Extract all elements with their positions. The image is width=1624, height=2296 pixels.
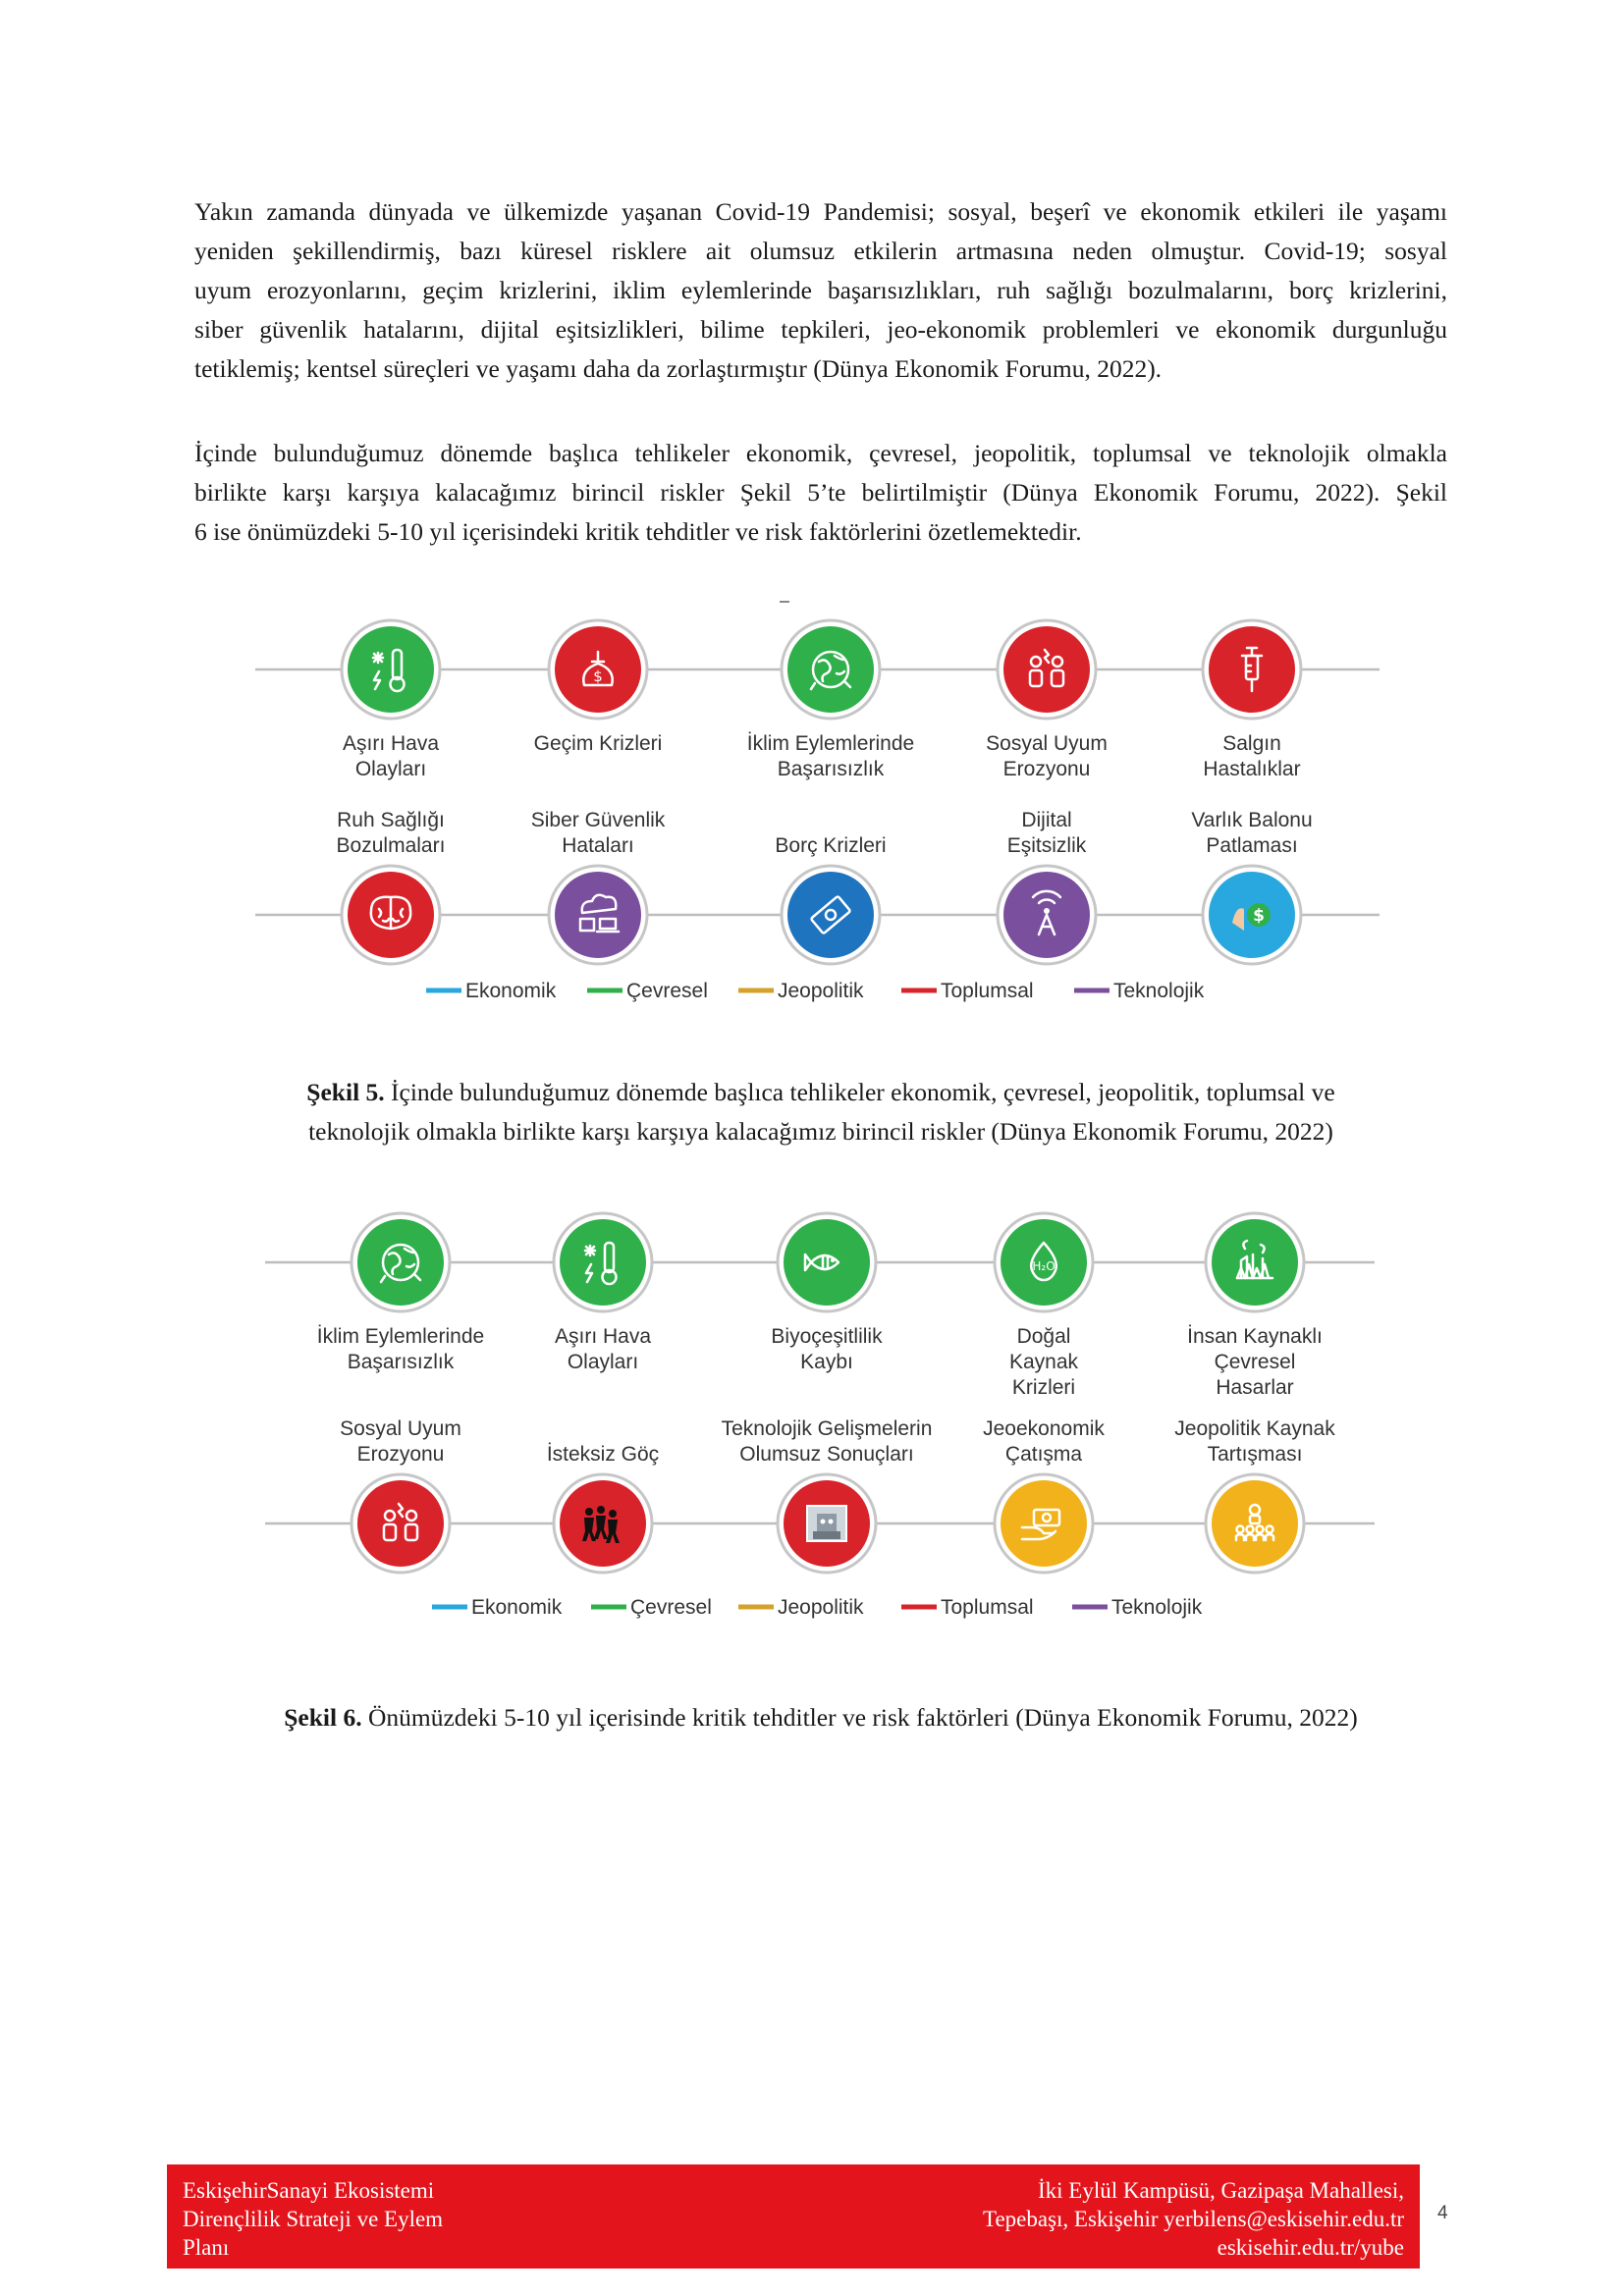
paragraph-2-line: İçinde bulunduğumuz dönemde başlıca tehlikeler ekonomik, çevresel, jeopolitik, toplumsal ve teknolojik olmakla (194, 439, 1447, 467)
risk-label: Aşırı Hava (342, 732, 440, 755)
risk-item (531, 809, 666, 964)
paragraph-2-line: 6 ise önümüzdeki 5-10 yıl içerisindeki kritik tehditler ve risk faktörlerini özetlemektedir. (194, 517, 1082, 546)
paragraph-2 (194, 434, 1447, 552)
risk-label: Eşitsizlik (1006, 834, 1087, 857)
risk-label: İklim Eylemlerinde (746, 732, 915, 755)
paragraph-1-line: uyum erozyonlarını, geçim krizlerini, iklim eylemlerinde başarısızlıkları, ruh sağlığı bozulmalarını, borç krizlerini, (194, 276, 1447, 304)
footer-website: eskisehir.edu.tr/yube (1217, 2235, 1404, 2260)
risk-label: Doğal (1016, 1325, 1071, 1348)
paragraph-1-line: Yakın zamanda dünyada ve ülkemizde yaşanan Covid-19 Pandemisi; sosyal, beşerî ve ekonomik etkileri ile yaşamı (194, 197, 1447, 226)
risk-label: Ruh Sağlığı (337, 809, 445, 831)
paragraph-1-line: yeniden şekillendirmiş, bazı küresel risklere ait olumsuz etkilerin artmasına neden olmuştur. Covid-19; sosyal (194, 237, 1447, 265)
legend-label: Ekonomik (465, 980, 557, 1002)
risk-item (547, 1443, 659, 1573)
risk-label: Çevresel (1214, 1351, 1296, 1373)
risk-label: Varlık Balonu (1191, 809, 1313, 831)
risk-circle (348, 626, 434, 713)
risk-label: İklim Eylemlerinde (316, 1325, 485, 1348)
risk-item (747, 620, 914, 780)
figure-6-caption-text: Önümüzdeki 5-10 yıl içerisinde kritik tehditler ve risk faktörleri (Dünya Ekonomik Forumu, 2022) (361, 1703, 1358, 1732)
risk-label: Biyoçeşitlilik (771, 1325, 883, 1348)
legend-label: Çevresel (626, 980, 708, 1002)
risk-item (337, 809, 446, 964)
paragraph-1-line: siber güvenlik hatalarını, dijital eşitsizlikleri, bilime tepkileri, jeo-ekonomik problemleri ve ekonomik durgunluğu (194, 315, 1447, 344)
figure-6-caption-label: Şekil 6. (284, 1703, 362, 1732)
risk-label: Teknolojik Gelişmelerin (721, 1417, 933, 1440)
risk-item (775, 834, 886, 964)
risk-label: Erozyonu (1002, 758, 1091, 780)
risk-label: Jeoekonomik (983, 1417, 1105, 1440)
risk-circle (787, 872, 874, 958)
risk-item (317, 1213, 484, 1373)
risk-label: Tartışması (1207, 1443, 1303, 1466)
footer-left-line: Dirençlilik Strateji ve Eylem (183, 2207, 444, 2231)
risk-label: Olayları (354, 758, 427, 780)
risk-label: Başarısızlık (777, 758, 885, 780)
risk-circle (1003, 626, 1090, 713)
risk-label: Erozyonu (356, 1443, 445, 1466)
risk-label: Sosyal Uyum (986, 732, 1108, 755)
page-number: 4 (1437, 2203, 1448, 2223)
risk-label: İsteksiz Göç (546, 1443, 660, 1466)
risk-label: Hasarlar (1216, 1376, 1294, 1399)
risk-item (1203, 620, 1301, 780)
risk-circle (357, 1480, 444, 1567)
legend-label: Toplumsal (941, 1596, 1034, 1619)
risk-item (722, 1417, 933, 1573)
footer-email: Tepebaşı, Eskişehir yerbilens@eskisehir.edu.tr (983, 2207, 1404, 2231)
risk-item (554, 1213, 652, 1373)
legend (426, 980, 1205, 1002)
risk-label: Hataları (562, 834, 634, 857)
figure-5-caption-text: teknolojik olmakla birlikte karşı karşıya kalacağımız birincil riskler (Dünya Ekonomik Forumu, 2022) (308, 1117, 1333, 1146)
risk-label: Kaybı (800, 1351, 853, 1373)
legend-label: Jeopolitik (778, 980, 864, 1002)
risk-circle (560, 1219, 646, 1306)
risk-circle (1212, 1219, 1298, 1306)
risk-label: Bozulmaları (336, 834, 446, 857)
risk-circle (1209, 626, 1295, 713)
paragraph-1 (194, 192, 1447, 389)
risk-label: Olumsuz Sonuçları (739, 1443, 914, 1466)
footer-left (183, 2176, 443, 2262)
paragraph-2-line: birlikte karşı karşıya kalacağımız birincil riskler Şekil 5’te belirtilmiştir (Dünya Ekonomik Forumu, 2022). Şekil (194, 478, 1447, 507)
svg-text:$: $ (1253, 906, 1265, 926)
risk-item (771, 1213, 883, 1373)
risk-label: Geçim Krizleri (533, 732, 663, 755)
risk-label: Sosyal Uyum (340, 1417, 461, 1440)
footer-left-line: EskişehirSanayi Ekosistemi (183, 2178, 435, 2203)
risk-label: Çatışma (1004, 1443, 1083, 1466)
figure-5 (0, 579, 1624, 1031)
svg-text:H₂O: H₂O (1032, 1259, 1056, 1273)
risk-label: İnsan Kaynaklı (1187, 1325, 1323, 1348)
risk-label: Siber Güvenlik (530, 809, 666, 831)
figure-6-caption (194, 1698, 1447, 1737)
risk-label: Krizleri (1011, 1376, 1076, 1399)
risk-item (998, 809, 1096, 964)
risk-label: Aşırı Hava (554, 1325, 652, 1348)
figure-6 (0, 1198, 1624, 1629)
legend-label: Toplumsal (941, 980, 1034, 1002)
legend-label: Ekonomik (471, 1596, 563, 1619)
risk-item (534, 620, 663, 755)
risk-label: Borç Krizleri (775, 834, 887, 857)
footer-right (983, 2176, 1404, 2262)
risk-label: Dijital (1021, 809, 1072, 831)
risk-item (995, 1213, 1093, 1399)
figure-5-caption (194, 1073, 1447, 1151)
risk-item (983, 1417, 1105, 1573)
figure-5-caption-text: İçinde bulunduğumuz dönemde başlıca tehlikeler ekonomik, çevresel, jeopolitik, toplumsal ve (384, 1078, 1335, 1106)
figure-5-caption-label: Şekil 5. (306, 1078, 385, 1106)
figure-6-diagram (0, 1198, 1624, 1629)
risk-item (1187, 1213, 1323, 1399)
risk-circle (555, 872, 641, 958)
risk-item (1174, 1417, 1335, 1573)
risk-item (986, 620, 1108, 780)
risk-item (340, 1417, 461, 1573)
legend (432, 1596, 1203, 1619)
risk-label: Kaynak (1008, 1351, 1079, 1373)
legend-label: Teknolojik (1111, 1596, 1203, 1619)
risk-label: Jeopolitik Kaynak (1174, 1417, 1335, 1440)
svg-text:$: $ (593, 667, 603, 685)
paragraph-1-line: tetiklemiş; kentsel süreçleri ve yaşamı daha da zorlaştırmıştır (Dünya Ekonomik Forumu, 2022). (194, 354, 1163, 383)
robot-photo-icon (807, 1506, 846, 1541)
risk-circle (1001, 1480, 1087, 1567)
footer-address: İki Eylül Kampüsü, Gazipaşa Mahallesi, (1037, 2178, 1404, 2203)
risk-label: Hastalıklar (1203, 758, 1301, 780)
risk-label: Olayları (567, 1351, 639, 1373)
risk-label: Salgın (1222, 732, 1281, 755)
legend-label: Teknolojik (1113, 980, 1205, 1002)
figure-5-diagram (0, 579, 1624, 1031)
page-footer (167, 2164, 1420, 2269)
legend-label: Çevresel (630, 1596, 712, 1619)
legend-label: Jeopolitik (778, 1596, 864, 1619)
footer-left-line: Planı (183, 2235, 230, 2260)
risk-label: Patlaması (1206, 834, 1298, 857)
risk-item (1191, 809, 1312, 964)
risk-label: Başarısızlık (347, 1351, 455, 1373)
risk-item (342, 620, 440, 780)
